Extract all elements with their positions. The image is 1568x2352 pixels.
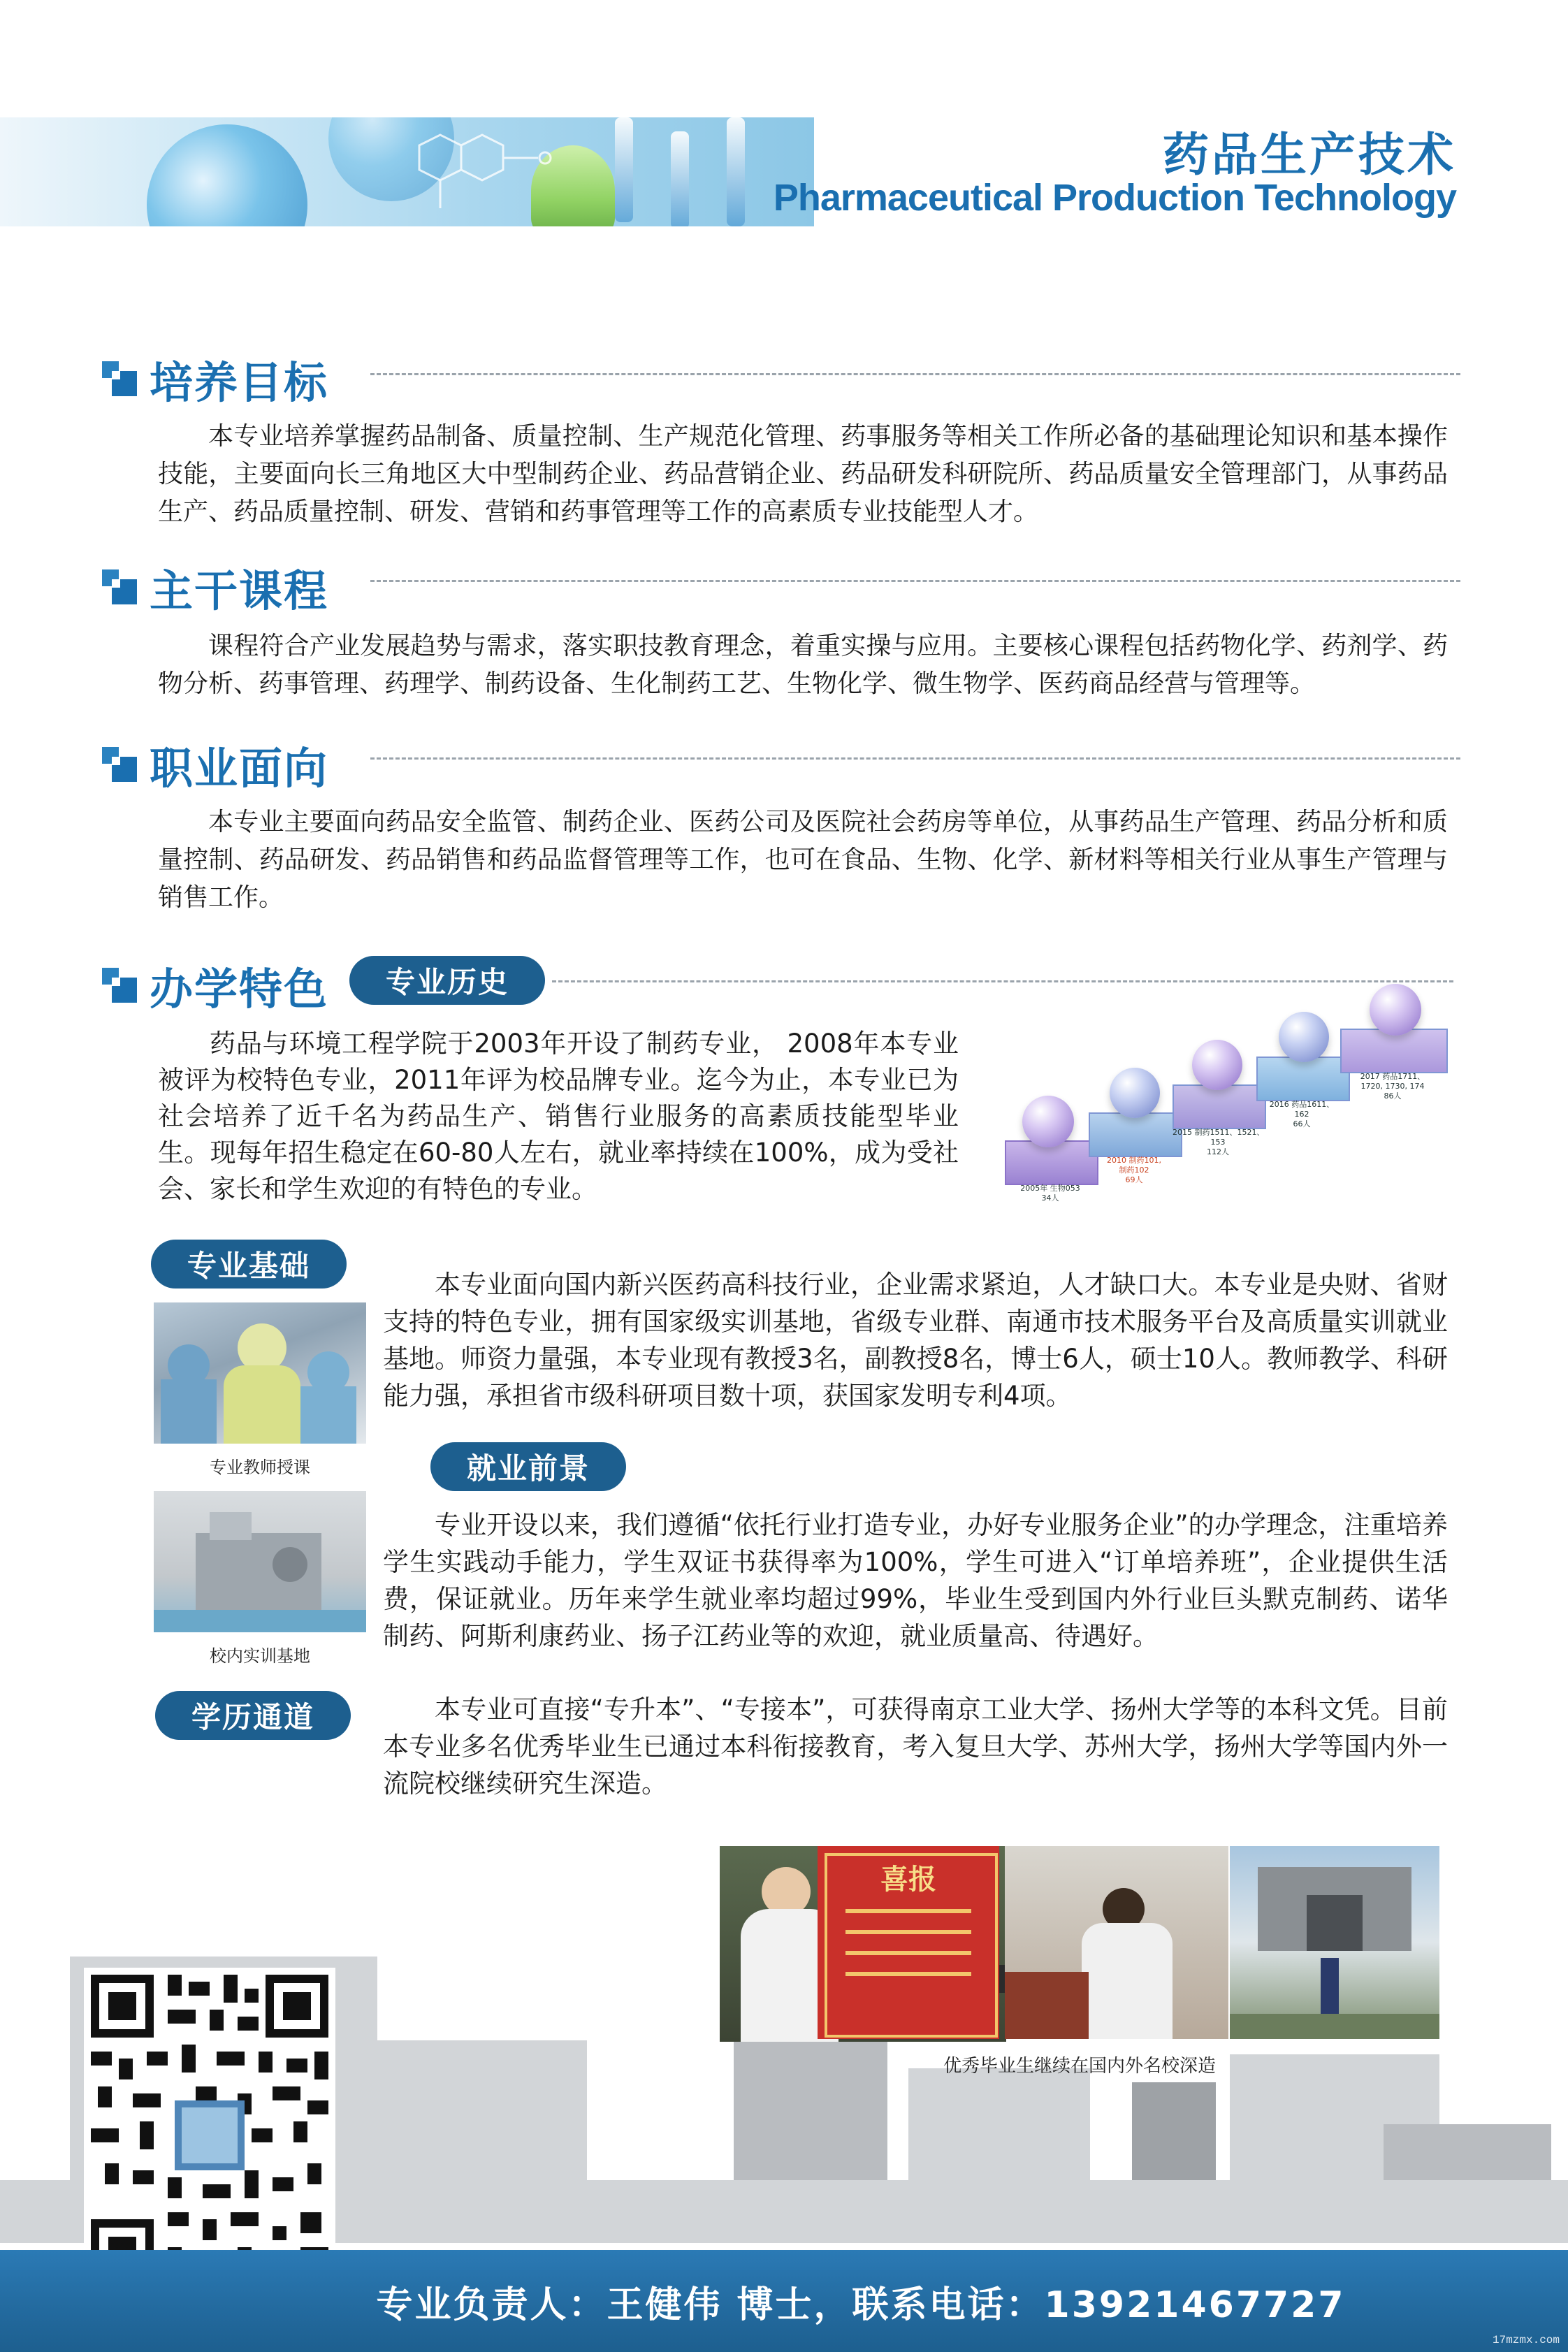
training-photo-caption: 校内实训基地 — [210, 1646, 310, 1666]
stair-label-2005: 2005年 生物053 34人 — [1020, 1184, 1080, 1203]
section-heading-courses — [102, 556, 328, 618]
goal-text: 本专业培养掌握药品制备、质量控制、生产规范化管理、药事服务等相关工作所必备的基础理论知识和基本操作技能，主要面向长三角地区大中型制药企业、药品营销企业、药品研发科研院所、药品质量安全管理部门，从事药品生产、药品质量控制、研发、营销和药事管理等工作的高素质专业技能型人才。 — [158, 422, 1448, 526]
section-heading-goal — [102, 348, 328, 410]
divider — [370, 580, 1460, 582]
header-banner-image — [0, 117, 814, 226]
graduate-research-photo — [1005, 1846, 1228, 2039]
section-square-icon — [102, 569, 143, 606]
divider — [370, 373, 1460, 375]
teacher-lecture-photo — [154, 1302, 366, 1444]
foundation-pill: 专业基础 — [151, 1240, 347, 1288]
watermark: 17mzmx.com — [1492, 2334, 1560, 2346]
foundation-text: 本专业面向国内新兴医药高科技行业，企业需求紧迫，人才缺口大。本专业是央财、省财支持的特色专业，拥有国家级实训基地，省级专业群、南通市技术服务平台及高质量实训就业基地。师资力量强，本专业现有教授3名，副教授8名，博士6人，硕士10人。教师教学、科研能力强，承担省市级科研项目数十项，获国家发明专利4项。 — [383, 1270, 1448, 1411]
history-text: 药品与环境工程学院于2003年开设了制药专业， 2008年本专业被评为校特色专业，2011年评为校品牌专业。迄今为止，本专业已为社会培养了近千名为药品生产、销售行业服务的高素质技能型毕业生。现每年招生稳定在60-80人左右，就业率持续在100%，成为受社会、家长和学生欢迎的有特色的专业。 — [158, 1029, 959, 1204]
stair-label-2016: 2016 药品1611、 162 66人 — [1269, 1100, 1335, 1128]
career-text: 本专业主要面向药品安全监管、制药企业、医药公司及医院社会药房等单位，从事药品生产管理、药品分析和质量控制、药品研发、药品销售和药品监督管理等工作，也可在食品、生物、化学、新材料等相关行业从事生产管理与销售工作。 — [158, 808, 1448, 912]
contact-footer — [0, 2250, 1568, 2352]
section-title: 办学特色 — [150, 964, 329, 1015]
stair-label-2015: 2015 制药1511、1521、 153 112人 — [1173, 1128, 1265, 1156]
section-title: 培养目标 — [150, 357, 329, 408]
section-title: 主干课程 — [150, 565, 329, 616]
education-pill: 学历通道 — [155, 1691, 351, 1740]
training-base-photo — [154, 1491, 366, 1632]
employment-text: 专业开设以来，我们遵循“依托行业打造专业，办好专业服务企业”的办学理念，注重培养学生实践动手能力，学生双证书获得率为100%，学生可进入“订单培养班”，企业提供生活费，保证就业。历年来学生就业率均超过99%，毕业生受到国内外行业巨头默克制药、诺华制药、阿斯利康药业、扬子江药业等的欢迎，就业质量高、待遇好。 — [383, 1510, 1448, 1651]
divider — [552, 980, 1453, 982]
divider — [370, 757, 1460, 760]
stair-label-2010: 2010 制药101, 制药102 69人 — [1107, 1156, 1161, 1184]
section-square-icon — [102, 968, 143, 1004]
university-gate-photo — [1230, 1846, 1439, 2039]
contact-info: 专业负责人：王健伟 博士，联系电话：13921467727 — [376, 2284, 1346, 2326]
section-square-icon — [102, 747, 143, 783]
good-news-poster — [818, 1846, 999, 2039]
page-title: 药品生产技术 — [1163, 128, 1456, 182]
section-heading-features — [102, 954, 328, 1017]
enrollment-staircase-graphic — [1005, 1001, 1452, 1210]
section-title: 职业面向 — [150, 743, 329, 794]
qr-code-icon — [84, 1968, 335, 2289]
section-heading-career — [102, 734, 328, 796]
page-subtitle-en: Pharmaceutical Production Technology — [773, 177, 1456, 219]
employment-pill: 就业前景 — [430, 1442, 626, 1491]
stair-label-2017: 2017 药品1711、 1720, 1730, 174 86人 — [1360, 1072, 1425, 1101]
history-pill: 专业历史 — [349, 956, 545, 1005]
qr-code — [84, 1968, 335, 2289]
teacher-photo-caption: 专业教师授课 — [210, 1458, 310, 1477]
poster-title: 喜报 — [880, 1864, 936, 1896]
education-text: 本专业可直接“专升本”、“专接本”，可获得南京工业大学、扬州大学等的本科文凭。目前本专业多名优秀毕业生已通过本科衔接教育，考入复旦大学、苏州大学，扬州大学等国内外一流院校继续研究生深造。 — [383, 1694, 1448, 1799]
courses-text: 课程符合产业发展趋势与需求，落实职技教育理念，着重实操与应用。主要核心课程包括药物化学、药剂学、药物分析、药事管理、药理学、制药设备、生化制药工艺、生物化学、微生物学、医药商品经营与管理等。 — [158, 632, 1448, 698]
graduate-strip-caption: 优秀毕业生继续在国内外名校深造 — [943, 2056, 1216, 2077]
section-square-icon — [102, 361, 143, 398]
